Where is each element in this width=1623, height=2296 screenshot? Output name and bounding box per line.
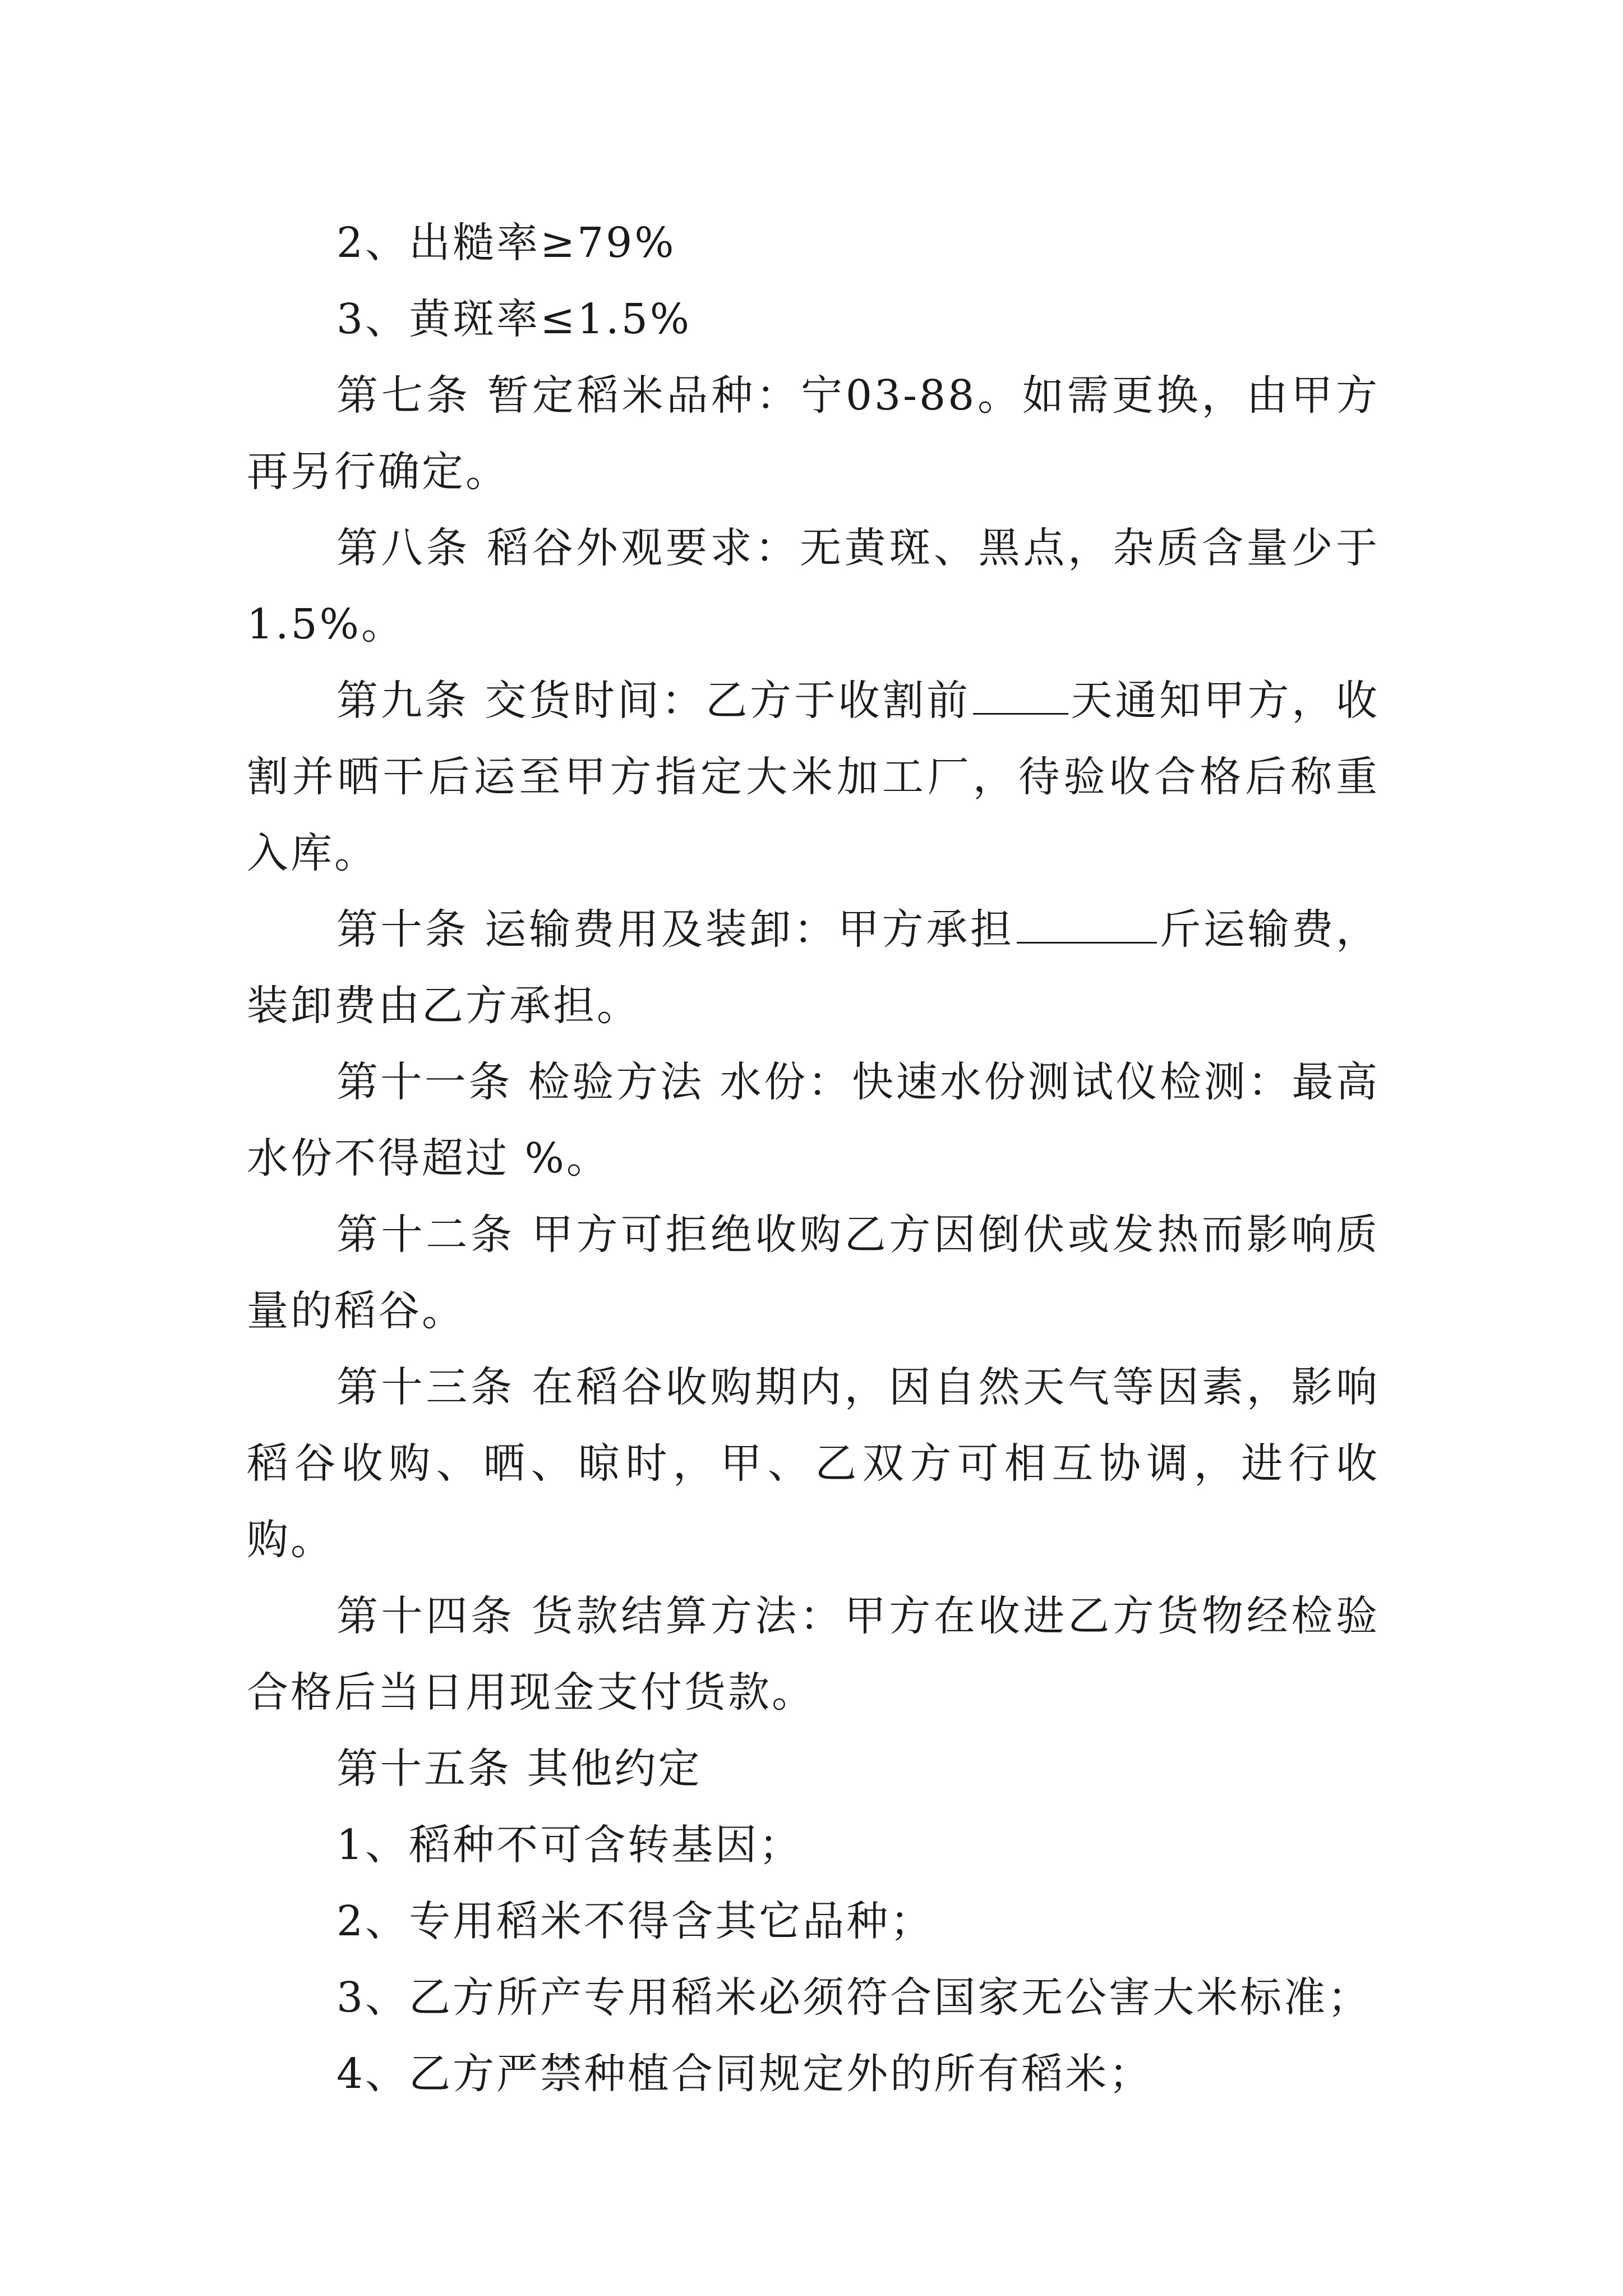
clause-item-2-husking-rate: 2、出糙率≥79% — [336, 219, 676, 267]
clause-item-3-yellow-spot-rate: 3、黄斑率≤1.5% — [336, 295, 692, 343]
weight-blank-field — [1017, 907, 1157, 944]
article-7-rice-variety: 第七条 暂定稻米品种：宁03-88。如需更换，由甲方再另行确定。 — [247, 371, 1380, 496]
article-8-appearance-requirements: 第八条 稻谷外观要求：无黄斑、黑点，杂质含量少于1.5%。 — [247, 524, 1380, 648]
agreement-item-4: 4、乙方严禁种植合同规定外的所有稻米； — [336, 2050, 1153, 2098]
days-blank-field — [973, 678, 1068, 715]
article-10-text-before: 第十条 运输费用及装卸：甲方承担 — [336, 905, 1015, 954]
article-10-text-after: 斤运输费，装卸费由乙方承担。 — [247, 905, 1380, 1030]
agreement-item-2: 2、专用稻米不得含其它品种； — [336, 1897, 934, 1945]
article-10-transport-costs — [247, 891, 1380, 1044]
article-13-weather-coordination: 第十三条 在稻谷收购期内，因自然天气等因素，影响稻谷收购、晒、晾时，甲、乙双方可相互协调，进行收购。 — [247, 1363, 1380, 1564]
article-11-inspection-method: 第十一条 检验方法 水份：快速水份测试仪检测：最高水份不得超过 %。 — [247, 1058, 1380, 1182]
agreement-item-1: 1、稻种不可含转基因； — [336, 1821, 803, 1869]
document-body — [247, 205, 1380, 2112]
article-12-rejection-right: 第十二条 甲方可拒绝收购乙方因倒伏或发热而影响质量的稻谷。 — [247, 1211, 1380, 1335]
agreement-item-3: 3、乙方所产专用稻米必须符合国家无公害大米标准； — [336, 1973, 1372, 2022]
article-9-text-after: 天通知甲方，收割并晒干后运至甲方指定大米加工厂，待验收合格后称重入库。 — [247, 677, 1380, 877]
article-9-text-before: 第九条 交货时间：乙方于收割前 — [336, 677, 971, 725]
article-14-payment-settlement: 第十四条 货款结算方法：甲方在收进乙方货物经检验合格后当日用现金支付货款。 — [247, 1592, 1380, 1717]
article-15-other-agreements: 第十五条 其他约定 — [336, 1745, 702, 1793]
article-9-delivery-time — [247, 662, 1380, 891]
